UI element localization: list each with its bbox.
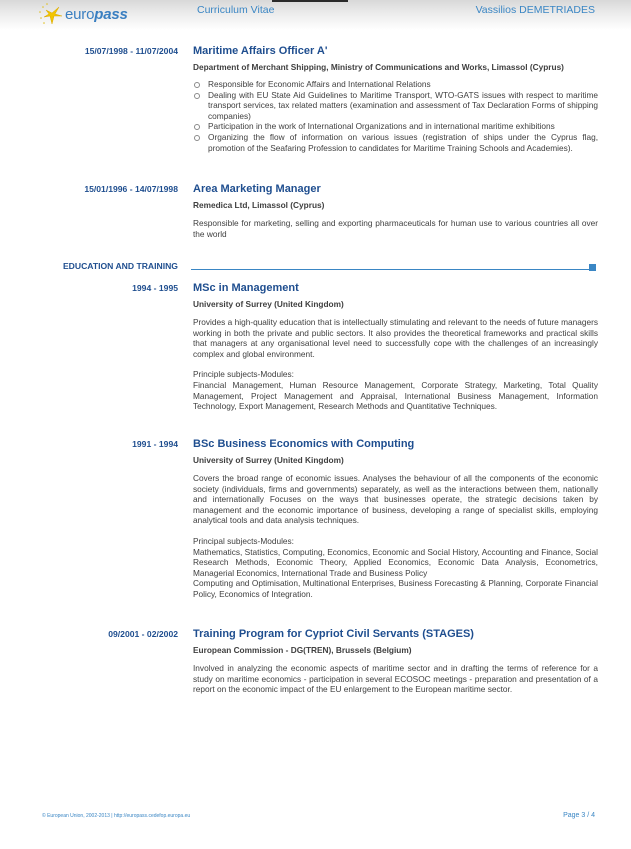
page-header-bar: [0, 0, 631, 30]
education-entry-subjects: Financial Management, Human Resource Management, Corporate Strategy, Marketing, Total Quality Management, Project Management and Appraisal, International Business Management, Information Technology, Export Management, Research Methods and Quantitative Techniques.: [193, 379, 598, 412]
work-entry-employer: Remedica Ltd, Limassol (Cyprus): [193, 200, 325, 210]
education-entry-institution: University of Surrey (United Kingdom): [193, 299, 344, 309]
section-heading-education: EDUCATION AND TRAINING: [62, 261, 178, 271]
education-entry-dates: 1991 - 1994: [132, 439, 178, 449]
footer-page-number: Page 3 / 4: [563, 812, 595, 819]
bullet-circle-icon: [194, 93, 200, 99]
education-entry-title: BSc Business Economics with Computing: [193, 438, 415, 450]
header-tab-marker: [272, 0, 348, 2]
bullet-item: Dealing with EU State Aid Guidelines to Maritime Transport, WTO-GATS issues with respect to maritime transport services, tax related matters (examination and assessment of Tax Declaration Forms of shipping companies): [193, 90, 598, 122]
education-entry-dates: 1994 - 1995: [132, 283, 178, 293]
work-entry-description: Responsible for marketing, selling and exporting pharmaceuticals for human use to various countries all over the world: [193, 218, 598, 239]
europass-logo-text: europass: [65, 5, 128, 23]
work-entry-employer: Department of Merchant Shipping, Ministry of Communications and Works, Limassol (Cyprus): [193, 62, 564, 72]
section-divider-line: [191, 269, 589, 270]
bullet-circle-icon: [194, 82, 200, 88]
education-entry-description: Provides a high-quality education that is intellectually stimulating and relevant to the needs of future managers working in both the private and public sectors. It also provides the theoretical frameworks and practical skills that managers at any organisational level need to successfully cope with the challenges of an increasingly complex and global environment.: [193, 317, 598, 359]
europass-logo: [38, 2, 128, 26]
education-entry-description: Involved in analyzing the economic aspects of maritime sector and in drafting the terms of reference for a study on maritime economics - participation in several ECOSOC meetings - preparation and presentation of a report on the economic impact of the EU enlargement to the European maritime sector.: [193, 663, 598, 695]
section-divider-square: [589, 264, 596, 271]
bullet-circle-icon: [194, 135, 200, 141]
bullet-item: Participation in the work of International Organizations and in international maritime exhibitions: [193, 121, 598, 132]
education-entry-subjects: Mathematics, Statistics, Computing, Economics, Economic and Social History, Accounting and Finance, Social Research Methods, Economic Theory, Applied Economics, Economic Data Analysis, Econometrics, Managerial Economics, International Trade and Business Policy: [193, 546, 598, 578]
education-entry-institution: European Commission - DG(TREN), Brussels (Belgium): [193, 645, 412, 655]
work-entry-dates: 15/01/1996 - 14/07/1998: [84, 184, 178, 194]
work-entry-title: Maritime Affairs Officer A': [193, 45, 328, 57]
work-entry-bullets: [193, 79, 598, 153]
bullet-circle-icon: [194, 124, 200, 130]
education-entry-subjects-label: Principal subjects-Modules:: [193, 535, 294, 546]
education-entry-subjects-continued: Computing and Optimisation, Multinational Enterprises, Business Forecasting & Planning, Corporate Financial Policy, Economics of Integration.: [193, 578, 598, 599]
education-entry-title: Training Program for Cypriot Civil Servants (STAGES): [193, 628, 474, 640]
education-entry-description: Covers the broad range of economic issues. Analyses the behaviour of all the components of the economic society (individuals, firms and governments) separately, as well as the interactions between them, nationally and internationally Focuses on the ways that businesses operate, the strategic decisions taken by management and the economic importance of business, developing a range of specialist skills, employing analytical tools and data analysis techniques.: [193, 473, 598, 526]
person-name: Vassilios DEMETRIADES: [475, 4, 595, 16]
work-entry-dates: 15/07/1998 - 11/07/2004: [84, 46, 178, 56]
bullet-item: Responsible for Economic Affairs and International Relations: [193, 79, 598, 90]
work-entry-title: Area Marketing Manager: [193, 183, 321, 195]
education-entry-institution: University of Surrey (United Kingdom): [193, 455, 344, 465]
europass-star-figure-icon: [38, 2, 64, 26]
education-entry-title: MSc in Management: [193, 282, 299, 294]
document-title: Curriculum Vitae: [197, 4, 275, 16]
education-entry-subjects-label: Principle subjects-Modules:: [193, 369, 294, 380]
education-entry-dates: 09/2001 - 02/2002: [108, 629, 178, 639]
footer-copyright: © European Union, 2002-2013 | http://europass.cedefop.europa.eu: [42, 813, 191, 819]
bullet-item: Organizing the flow of information on various issues (registration of ships under the Cyprus flag, promotion of the Seafaring Profession to candidates for Maritime Training Schools and Academies).: [193, 132, 598, 153]
